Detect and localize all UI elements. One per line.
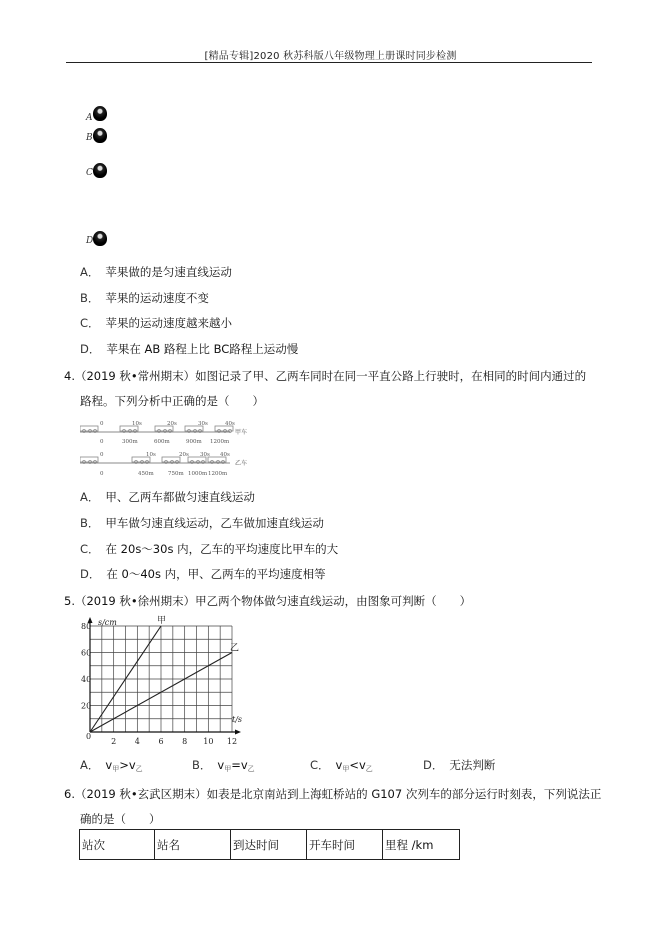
q4-option-c[interactable] xyxy=(80,541,338,557)
option-label: A． xyxy=(80,490,100,504)
option-text: 苹果在 AB 路程上比 BC路程上运动慢 xyxy=(106,342,299,356)
table-header-cell: 里程 /km xyxy=(383,830,460,860)
car-a-time: 10s xyxy=(132,421,142,427)
q4-option-b[interactable] xyxy=(80,515,324,531)
apple-icon xyxy=(93,106,107,121)
car-a-distance: 0 xyxy=(100,439,104,445)
table-header-row xyxy=(80,830,460,860)
car-a-time: 40s xyxy=(225,421,235,427)
y-tick-label: 40 xyxy=(81,675,92,684)
x-tick-label: 4 xyxy=(134,737,140,746)
series-label-jia: 甲 xyxy=(157,616,167,626)
operator: < xyxy=(349,758,359,772)
car-b-time: 40s xyxy=(220,452,230,458)
q6-stem-line1: 6.（2019 秋•玄武区期末）如表是北京南站到上海虹桥站的 G107 次列车的部分运行时刻表，下列说法正 xyxy=(64,787,602,801)
x-tick-label: 10 xyxy=(203,737,214,746)
table-header-cell: 到达时间 xyxy=(231,830,307,860)
apple-label-c: C xyxy=(86,168,93,178)
x-axis-label: t/s xyxy=(232,715,243,724)
apple-label-b: B xyxy=(86,133,93,143)
q4-option-a[interactable] xyxy=(80,489,255,505)
v-symbol: v xyxy=(240,758,248,772)
option-text: 苹果做的是匀速直线运动 xyxy=(105,265,232,279)
option-label: B． xyxy=(192,758,212,772)
x-tick-label: 2 xyxy=(111,737,117,746)
car-b-time: 10s xyxy=(146,452,156,458)
car-a-distance: 900m xyxy=(186,439,202,445)
option-label: C． xyxy=(80,316,100,330)
option-text: 在 0～40s 内，甲、乙两车的平均速度相等 xyxy=(106,567,326,581)
q6-stem-line2: 确的是（ ） xyxy=(80,812,161,826)
option-text: 苹果的运动速度不变 xyxy=(105,291,209,305)
option-label: B． xyxy=(80,516,100,530)
car-b-time: 20s xyxy=(179,452,189,458)
q5-option-a[interactable] xyxy=(80,757,143,774)
x-tick-label: 12 xyxy=(226,737,238,746)
car-b-distance: 1200m xyxy=(208,471,228,477)
subscript: 乙 xyxy=(365,765,373,773)
q5-option-b[interactable] xyxy=(192,757,255,774)
x-axis-arrow xyxy=(235,730,241,735)
q3-option-d[interactable] xyxy=(80,341,298,357)
q5-option-c[interactable] xyxy=(310,757,373,774)
q5-stem: 5.（2019 秋•徐州期末）甲乙两个物体做匀速直线运动，由图象可判断（ ） xyxy=(64,594,472,608)
car-a-time: 30s xyxy=(198,421,208,427)
option-label: C． xyxy=(310,758,330,772)
subscript: 甲 xyxy=(342,765,350,773)
origin-label: 0 xyxy=(86,732,92,741)
page-header-title: [精品专辑]2020 秋苏科版八年级物理上册课时同步检测 xyxy=(204,51,457,62)
y-tick-label: 80 xyxy=(81,622,92,631)
v-symbol: v xyxy=(105,758,113,772)
y-tick-label: 60 xyxy=(81,648,92,658)
car-b-name: 乙车 xyxy=(235,460,248,467)
car-b-distance: 450m xyxy=(138,471,154,477)
apple-icon xyxy=(93,231,107,246)
apple-icon xyxy=(93,163,107,178)
x-tick-label: 8 xyxy=(182,737,188,746)
car-b-time: 30s xyxy=(200,452,210,458)
option-label: D． xyxy=(80,567,101,581)
graph-axes xyxy=(88,617,242,735)
apple-label-d: D xyxy=(86,236,94,246)
option-label: D． xyxy=(423,758,444,772)
car-a-name: 甲车 xyxy=(235,429,248,436)
subscript: 甲 xyxy=(112,765,120,773)
car-a-distance: 1200m xyxy=(210,439,230,445)
header-divider xyxy=(66,62,592,63)
option-label: B． xyxy=(80,291,100,305)
q3-option-a[interactable] xyxy=(80,264,232,280)
operator: > xyxy=(119,758,129,772)
car-a-time: 0 xyxy=(100,421,104,427)
v-symbol: v xyxy=(358,758,366,772)
q4-option-d[interactable] xyxy=(80,566,326,582)
apple-label-a: A xyxy=(86,113,93,123)
table-header-cell: 开车时间 xyxy=(307,830,383,860)
q5-option-d[interactable] xyxy=(423,757,495,773)
car-b-distance: 750m xyxy=(168,471,184,477)
option-text: 无法判断 xyxy=(449,758,496,772)
option-text: 甲、乙两车都做匀速直线运动 xyxy=(105,490,255,504)
table-header-cell: 站次 xyxy=(80,830,155,860)
option-label: C． xyxy=(80,542,100,556)
table-header-cell: 站名 xyxy=(155,830,231,860)
s-t-graph xyxy=(78,614,248,748)
q3-option-b[interactable] xyxy=(80,290,209,306)
car-distance-figure xyxy=(80,418,260,480)
graph-grid xyxy=(90,626,232,732)
q4-stem-line1: 4.（2019 秋•常州期末）如图记录了甲、乙两车同时在同一平直公路上行驶时，在相同的时间内通过的 xyxy=(64,369,587,383)
car-b-distance: 1000m xyxy=(188,471,208,477)
v-symbol: v xyxy=(217,758,225,772)
car-a-distance: 300m xyxy=(122,439,138,445)
option-label: D． xyxy=(80,342,101,356)
option-label: A． xyxy=(80,758,100,772)
subscript: 甲 xyxy=(224,765,232,773)
subscript: 乙 xyxy=(135,765,143,773)
option-text: 苹果的运动速度越来越小 xyxy=(105,316,233,330)
y-tick-label: 20 xyxy=(81,701,92,711)
option-text: 在 20s～30s 内，乙车的平均速度比甲车的大 xyxy=(105,542,339,556)
subscript: 乙 xyxy=(247,765,255,773)
operator: = xyxy=(231,758,241,772)
q4-stem-line2: 路程。下列分析中正确的是（ ） xyxy=(80,394,264,408)
car-b-distance: 0 xyxy=(100,471,104,477)
apple-icon xyxy=(93,128,107,143)
timetable xyxy=(79,829,460,860)
series-label-yi: 乙 xyxy=(230,643,240,654)
q3-option-c[interactable] xyxy=(80,315,232,331)
x-tick-label: 6 xyxy=(158,737,164,746)
v-symbol: v xyxy=(335,758,343,772)
option-label: A． xyxy=(80,265,100,279)
y-axis-label: s/cm xyxy=(98,618,117,627)
v-symbol: v xyxy=(128,758,136,772)
car-a-distance: 600m xyxy=(154,439,170,445)
car-a-time: 20s xyxy=(167,421,177,427)
car-b-time: 0 xyxy=(100,452,104,458)
option-text: 甲车做匀速直线运动，乙车做加速直线运动 xyxy=(105,516,324,530)
